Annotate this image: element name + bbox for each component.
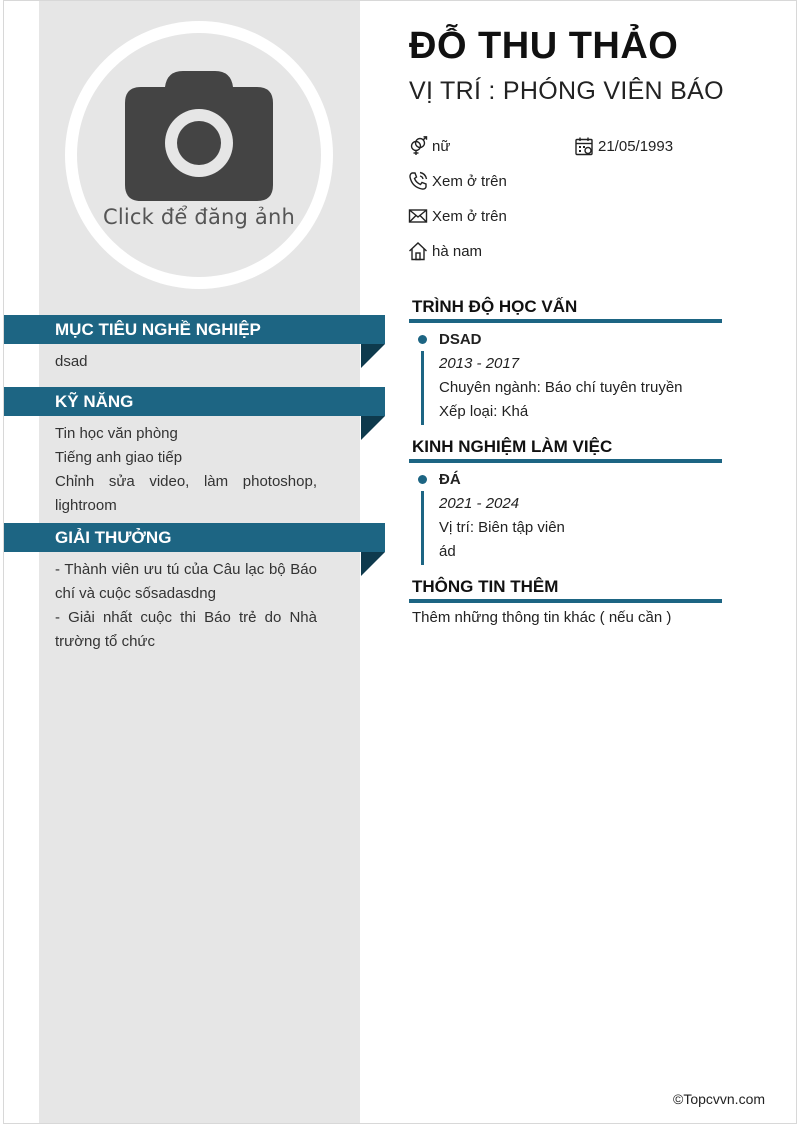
- experience-description: ád: [439, 543, 456, 560]
- address-value: hà nam: [432, 242, 483, 260]
- education-major: Chuyên ngành: Báo chí tuyên truyền: [439, 379, 683, 396]
- full-name: ĐỖ THU THẢO: [409, 25, 679, 67]
- timeline-bar: [421, 351, 424, 425]
- experience-period: 2021 - 2024: [439, 495, 520, 512]
- objective-line: dsad: [55, 353, 88, 370]
- objective-text: [55, 350, 317, 374]
- gender-row: [408, 136, 450, 156]
- home-icon: [408, 241, 428, 261]
- birthday-value: 21/05/1993: [598, 137, 674, 155]
- phone-value: Xem ở trên: [432, 172, 507, 190]
- skills-list: [55, 422, 317, 518]
- avatar-upload-label[interactable]: Click để đăng ảnh: [102, 205, 296, 229]
- award-item: - Giải nhất cuộc thi Báo trẻ do Nhà trường tổ chức: [55, 609, 317, 650]
- address-row: [408, 241, 482, 261]
- gender-icon: [408, 136, 428, 156]
- education-rank: Xếp loại: Khá: [439, 403, 529, 420]
- envelope-icon: [408, 206, 428, 226]
- skill-item: Tin học văn phòng: [55, 425, 178, 442]
- job-position: VỊ TRÍ : PHÓNG VIÊN BÁO: [409, 77, 724, 105]
- camera-icon: [125, 71, 273, 201]
- phone-row: [408, 171, 507, 191]
- avatar-upload[interactable]: [65, 21, 333, 289]
- education-entry: [439, 328, 683, 424]
- company-name: ĐÁ: [439, 471, 461, 488]
- education-heading: TRÌNH ĐỘ HỌC VẤN: [409, 297, 722, 323]
- school-name: DSAD: [439, 331, 482, 348]
- awards-list: [55, 558, 317, 654]
- education-period: 2013 - 2017: [439, 355, 520, 372]
- ribbon-fold: [361, 416, 385, 440]
- ribbon-fold: [361, 344, 385, 368]
- email-value: Xem ở trên: [432, 207, 507, 225]
- experience-heading: KINH NGHIỆM LÀM VIỆC: [409, 437, 722, 463]
- skills-heading: KỸ NĂNG: [4, 387, 385, 416]
- award-item: - Thành viên ưu tú của Câu lạc bộ Báo chí và cuộc sốsadasdng: [55, 561, 317, 602]
- cv-page: [3, 0, 797, 1124]
- awards-heading: GIẢI THƯỞNG: [4, 523, 385, 552]
- avatar-placeholder: [77, 33, 321, 277]
- experience-entry: [439, 468, 565, 564]
- calendar-icon: [574, 136, 594, 156]
- gender-value: nữ: [432, 137, 451, 155]
- footer-credit[interactable]: ©Topcvvn.com: [673, 1091, 766, 1107]
- objective-heading: MỤC TIÊU NGHỀ NGHIỆP: [4, 315, 385, 344]
- timeline-dot: [418, 475, 427, 484]
- timeline-dot: [418, 335, 427, 344]
- timeline-bar: [421, 491, 424, 565]
- birthday-row: [574, 136, 673, 156]
- additional-heading: THÔNG TIN THÊM: [409, 577, 722, 603]
- skill-item: Chỉnh sửa video, làm photoshop, lightroom: [55, 473, 317, 514]
- additional-text: Thêm những thông tin khác ( nếu cần ): [412, 609, 672, 626]
- phone-icon: [408, 171, 428, 191]
- skill-item: Tiếng anh giao tiếp: [55, 449, 183, 466]
- experience-role: Vị trí: Biên tập viên: [439, 519, 565, 536]
- ribbon-fold: [361, 552, 385, 576]
- email-row: [408, 206, 507, 226]
